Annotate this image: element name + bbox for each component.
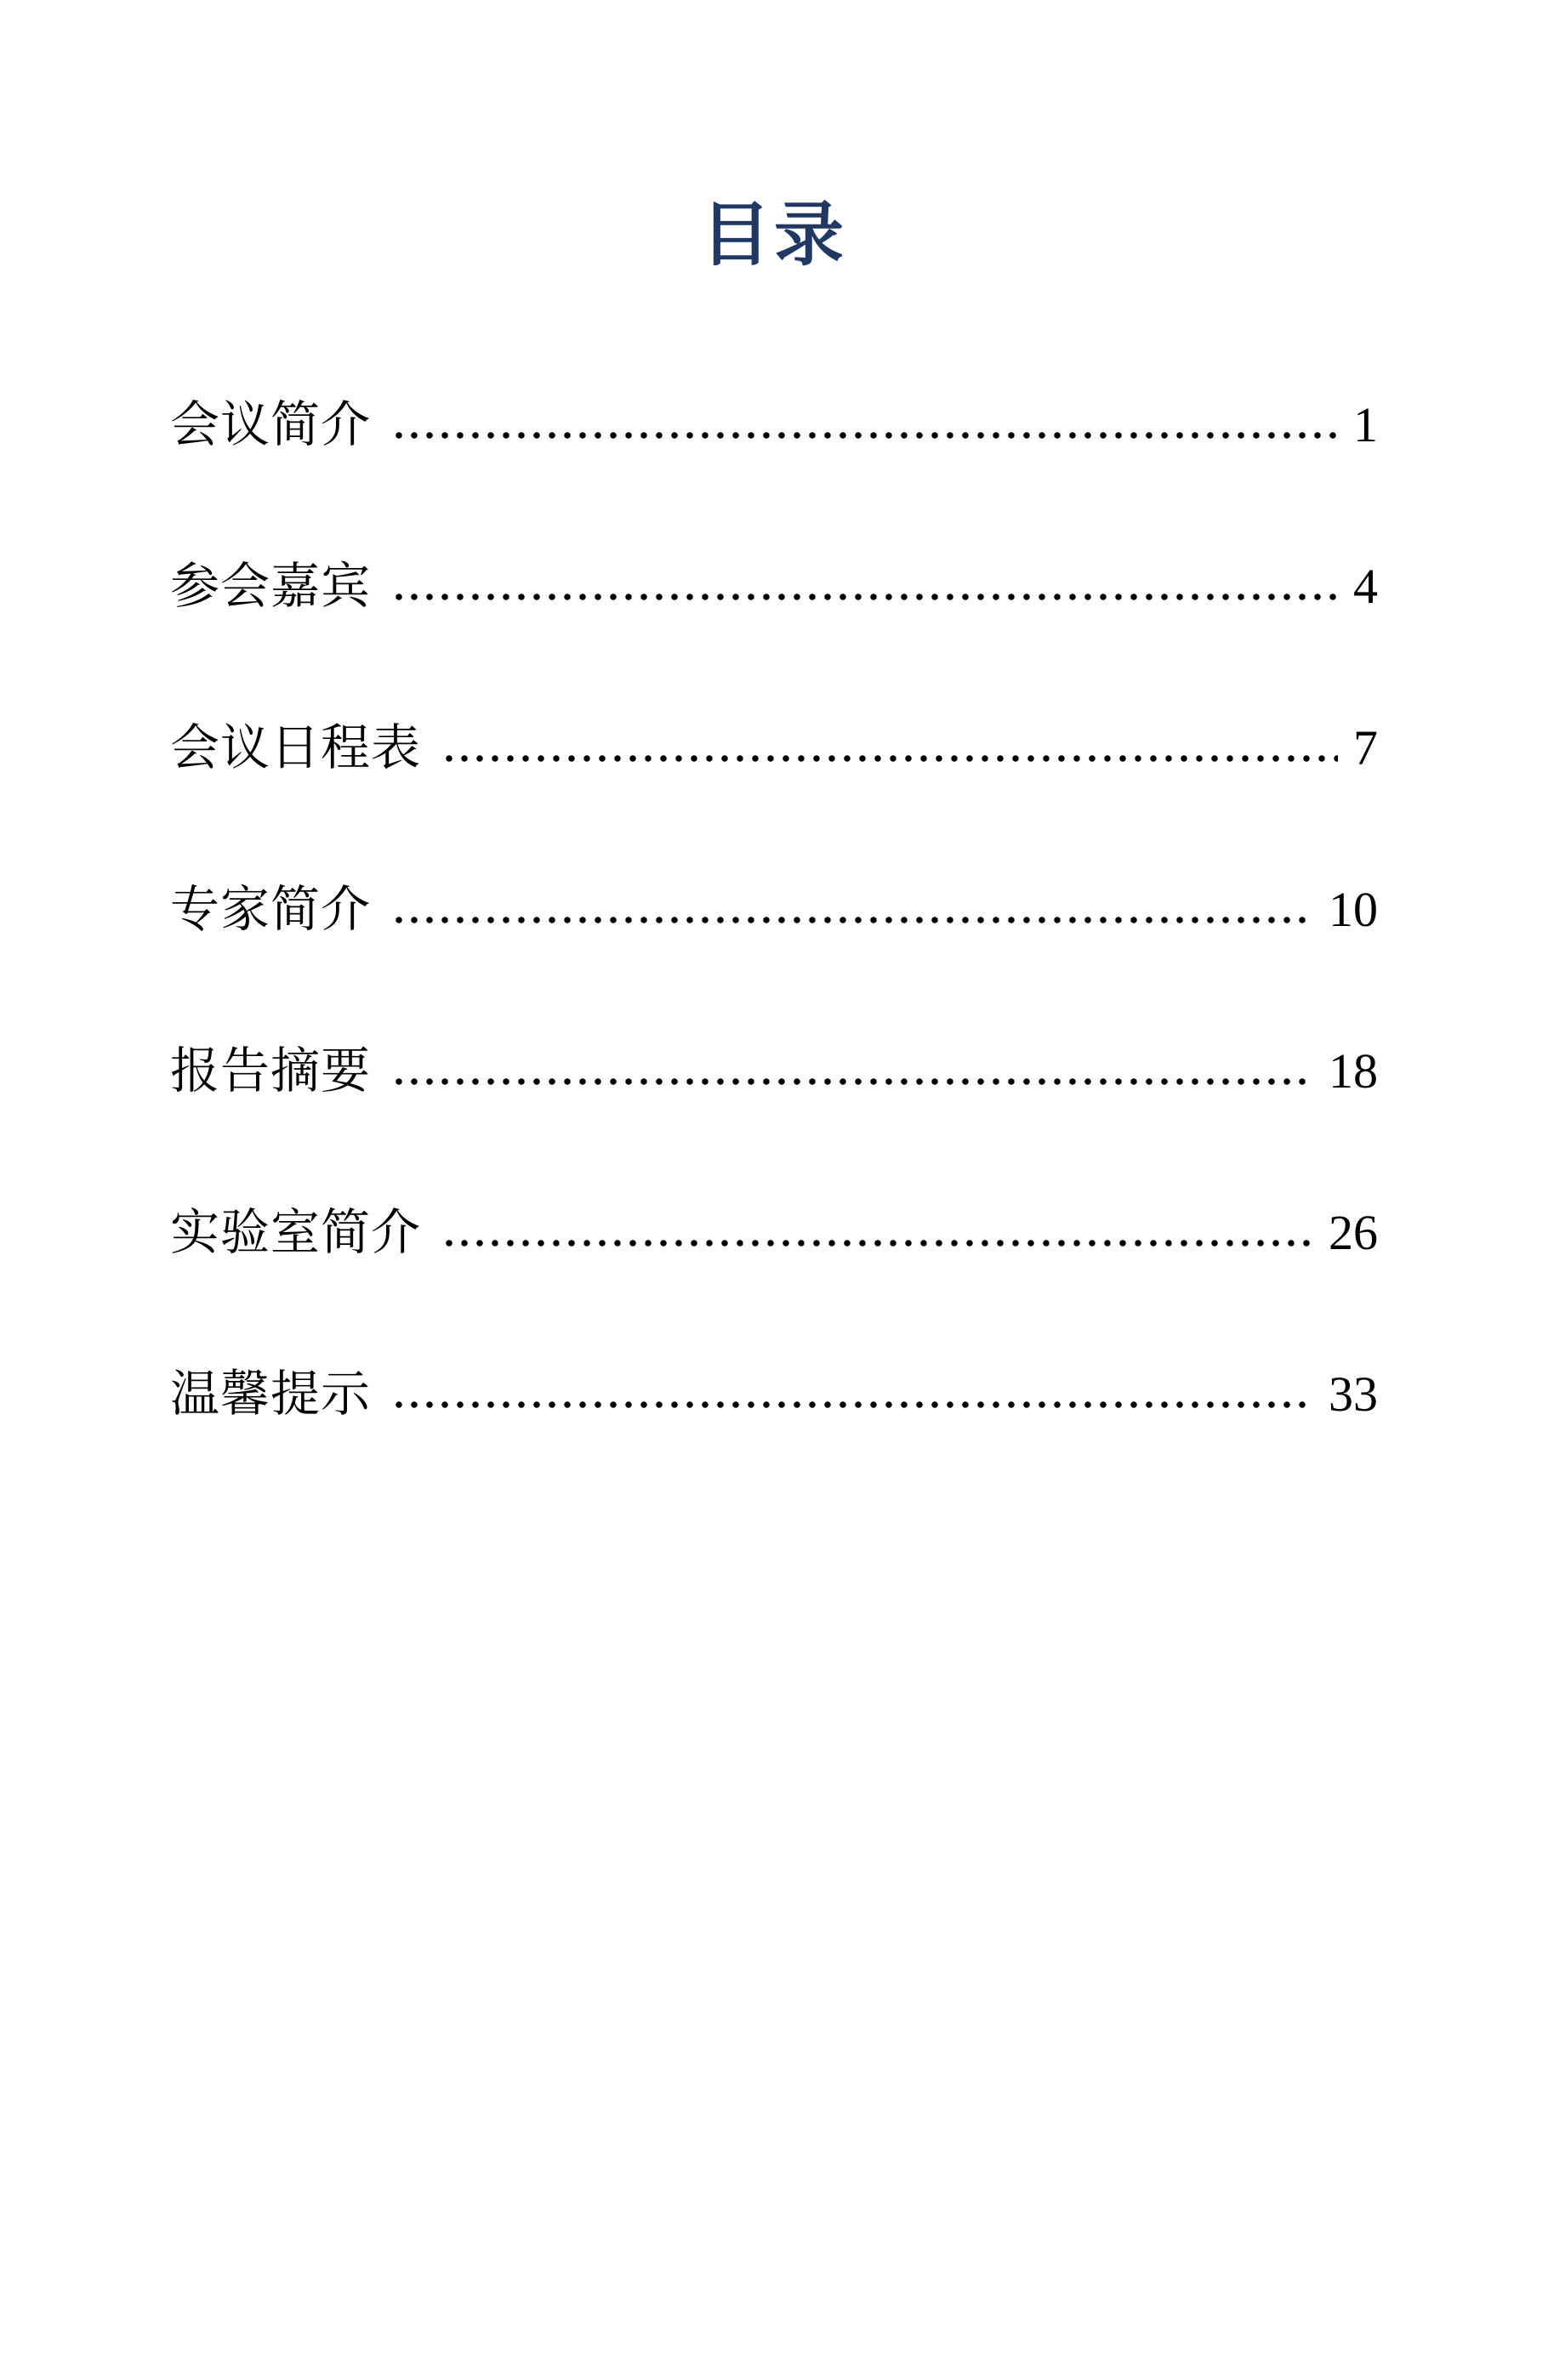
toc-entry-label: 专家简介 [170, 882, 372, 938]
dot-leader [391, 914, 1313, 926]
toc-entry-page-number: 18 [1329, 1043, 1378, 1099]
toc-entry-page-number: 26 [1329, 1205, 1378, 1261]
toc-entry-page-number: 7 [1353, 720, 1378, 776]
toc-entry-page-number: 10 [1329, 882, 1378, 938]
toc-entry[interactable] [170, 556, 1378, 617]
dot-leader [391, 1076, 1313, 1088]
toc-entry[interactable] [170, 1202, 1378, 1264]
toc-entry-page-number: 1 [1353, 397, 1378, 453]
page-title: 目录 [700, 196, 847, 274]
toc-list [170, 395, 1378, 1425]
toc-entry[interactable] [170, 395, 1378, 456]
toc-entry[interactable] [170, 1364, 1378, 1425]
document-page [0, 194, 1548, 2380]
toc-entry-page-number: 4 [1353, 559, 1378, 615]
dot-leader [441, 1237, 1313, 1249]
toc-entry-label: 会议简介 [170, 397, 372, 453]
toc-entry[interactable] [170, 718, 1378, 779]
dot-leader [391, 429, 1338, 441]
toc-entry-label: 会议日程表 [170, 720, 422, 776]
toc-entry[interactable] [170, 879, 1378, 940]
dot-leader [391, 1399, 1313, 1411]
toc-entry[interactable] [170, 1041, 1378, 1102]
toc-entry-page-number: 33 [1329, 1366, 1378, 1423]
toc-entry-label: 实验室简介 [170, 1205, 422, 1261]
dot-leader [441, 753, 1338, 764]
toc-entry-label: 参会嘉宾 [170, 559, 372, 615]
toc-entry-label: 报告摘要 [170, 1043, 372, 1099]
dot-leader [391, 591, 1338, 603]
toc-entry-label: 温馨提示 [170, 1366, 372, 1423]
